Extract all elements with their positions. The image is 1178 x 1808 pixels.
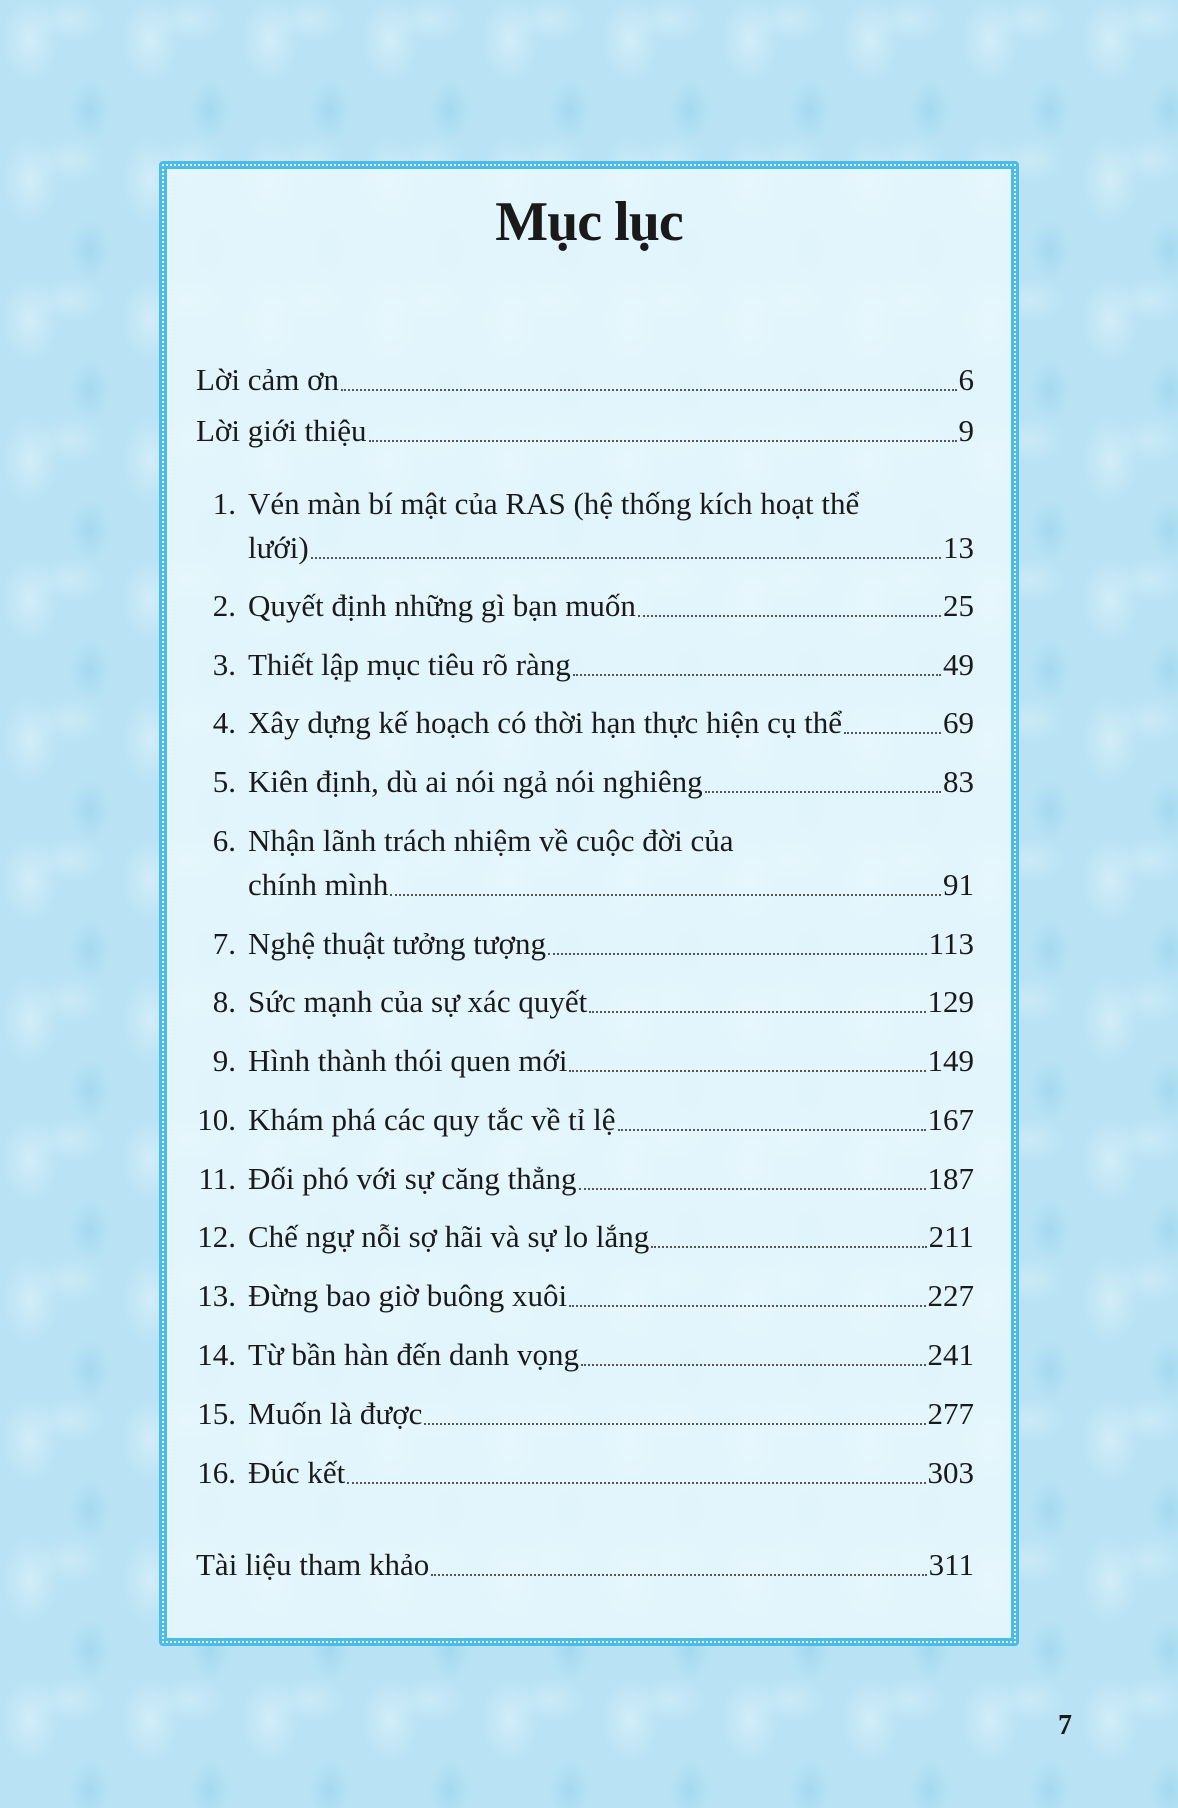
entry-title: Quyết định những gì bạn muốn	[248, 588, 636, 623]
toc-entry[interactable]	[196, 1453, 974, 1493]
dot-leader	[573, 674, 941, 676]
dot-leader	[579, 1188, 926, 1190]
toc-entry[interactable]	[196, 1545, 974, 1585]
entry-number: 15.	[197, 1396, 236, 1431]
entry-page: 25	[943, 588, 974, 623]
entry-page: 13	[943, 530, 974, 565]
dot-leader	[618, 1129, 926, 1131]
toc-entry[interactable]	[196, 484, 974, 524]
entry-title: Đừng bao giờ buông xuôi	[248, 1278, 568, 1313]
entry-page: 129	[927, 984, 974, 1019]
dot-leader	[569, 1070, 925, 1072]
entry-title: Muốn là được	[248, 1396, 423, 1431]
toc-entry[interactable]	[196, 703, 974, 743]
dot-leader	[369, 440, 957, 442]
toc-entry[interactable]	[196, 865, 974, 905]
toc-entry[interactable]	[196, 1159, 974, 1199]
dot-leader	[424, 1423, 925, 1425]
toc-entry[interactable]	[196, 528, 974, 568]
page-number: 7	[1058, 1710, 1072, 1741]
entry-title: Đúc kết	[248, 1455, 346, 1490]
entry-page: 303	[927, 1455, 974, 1490]
entry-title: Thiết lập mục tiêu rõ ràng	[248, 647, 571, 682]
toc-entry[interactable]	[196, 645, 974, 685]
entry-page: 187	[927, 1161, 974, 1196]
entry-title: Khám phá các quy tắc về tỉ lệ	[248, 1102, 616, 1137]
entry-page: 69	[943, 705, 974, 740]
dot-leader	[390, 894, 941, 896]
dot-leader	[844, 732, 941, 734]
entry-title: Từ bần hàn đến danh vọng	[248, 1337, 580, 1372]
entry-title: Nhận lãnh trách nhiệm về cuộc đời của	[248, 823, 734, 858]
entry-page: 277	[927, 1396, 974, 1431]
toc-entry[interactable]	[196, 1217, 974, 1257]
dot-leader	[569, 1305, 925, 1307]
entry-number: 7.	[212, 926, 236, 961]
entry-page: 211	[928, 1219, 974, 1254]
dot-leader	[581, 1364, 925, 1366]
toc-entry[interactable]	[196, 1276, 974, 1316]
toc-entry[interactable]	[196, 1394, 974, 1434]
entry-number: 16.	[197, 1455, 236, 1490]
entry-title: Sức mạnh của sự xác quyết	[248, 984, 588, 1019]
entry-title: Vén màn bí mật của RAS (hệ thống kích hoạt thể	[248, 486, 860, 521]
dot-leader	[431, 1574, 926, 1576]
dot-leader	[341, 389, 957, 391]
entry-page: 83	[943, 764, 974, 799]
entry-title: Đối phó với sự căng thẳng	[248, 1161, 577, 1196]
entry-number: 13.	[197, 1278, 236, 1313]
entry-title: Chế ngự nỗi sợ hãi và sự lo lắng	[248, 1219, 650, 1254]
entry-number: 11.	[198, 1161, 236, 1196]
entry-number: 8.	[212, 984, 236, 1019]
entry-title: chính mình	[248, 867, 389, 902]
toc-entry[interactable]	[196, 821, 974, 861]
entry-number: 5.	[212, 764, 236, 799]
entry-page: 167	[927, 1102, 974, 1137]
toc-entry[interactable]	[196, 1335, 974, 1375]
entry-page: 149	[927, 1043, 974, 1078]
entry-number: 3.	[212, 647, 236, 682]
entry-title: Xây dựng kế hoạch có thời hạn thực hiện cụ thể	[248, 705, 843, 740]
entry-title: Hình thành thói quen mới	[248, 1043, 568, 1078]
entry-number: 10.	[197, 1102, 236, 1137]
dot-leader	[347, 1482, 925, 1484]
entry-number: 14.	[197, 1337, 236, 1372]
entry-page: 91	[943, 867, 974, 902]
entry-title: Lời cảm ơn	[196, 362, 339, 397]
entry-title: Lời giới thiệu	[196, 413, 367, 448]
entry-number: 4.	[212, 705, 236, 740]
page-title: Mục lục	[495, 191, 683, 253]
dot-leader	[311, 557, 941, 559]
entry-page: 6	[958, 362, 974, 397]
entry-page: 311	[928, 1547, 974, 1582]
toc-entry[interactable]	[196, 586, 974, 626]
entry-title: lưới)	[248, 530, 309, 565]
dot-leader	[548, 953, 927, 955]
toc-entry[interactable]	[196, 1041, 974, 1081]
dot-leader	[705, 791, 941, 793]
entry-page: 9	[958, 413, 974, 448]
entry-number: 1.	[212, 486, 236, 521]
dot-leader	[638, 615, 941, 617]
toc-entry[interactable]	[196, 360, 974, 400]
entry-number: 6.	[212, 823, 236, 858]
entry-page: 241	[927, 1337, 974, 1372]
entry-page: 227	[927, 1278, 974, 1313]
dot-leader	[589, 1011, 925, 1013]
dot-leader	[651, 1246, 926, 1248]
toc-entry[interactable]	[196, 1100, 974, 1140]
toc-entry[interactable]	[196, 924, 974, 964]
entry-title: Tài liệu tham khảo	[196, 1547, 430, 1582]
entry-title: Kiên định, dù ai nói ngả nói nghiêng	[248, 764, 703, 799]
toc-entry[interactable]	[196, 762, 974, 802]
entry-number: 12.	[197, 1219, 236, 1254]
entry-number: 9.	[212, 1043, 236, 1078]
entry-page: 49	[943, 647, 974, 682]
entry-title: Nghệ thuật tưởng tượng	[248, 926, 546, 961]
entry-number: 2.	[212, 588, 236, 623]
toc-entry[interactable]	[196, 411, 974, 451]
entry-page: 113	[928, 926, 974, 961]
toc-entry[interactable]	[196, 982, 974, 1022]
